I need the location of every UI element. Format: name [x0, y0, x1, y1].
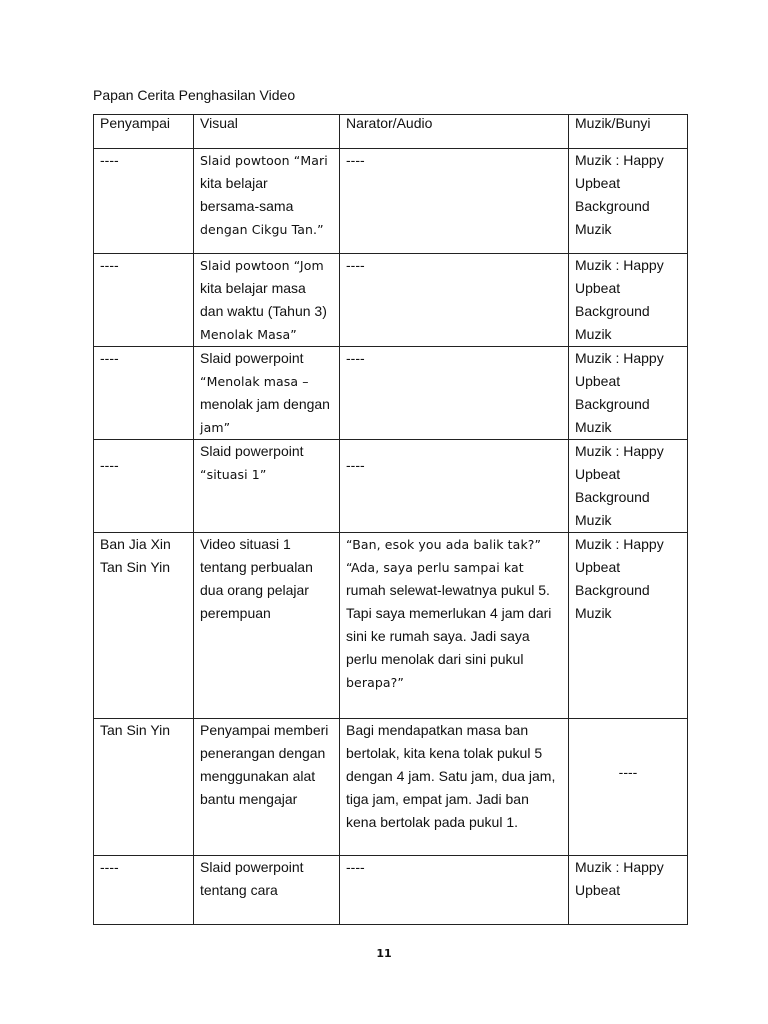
table-row [94, 149, 688, 254]
cell-line: Muzik : Happy [575, 859, 664, 875]
cell-line: berapa?” [346, 675, 404, 690]
cell-line: Background [575, 303, 650, 319]
page-title: Papan Cerita Penghasilan Video [93, 87, 296, 103]
cell-line: dan waktu (Tahun 3) [200, 303, 327, 319]
cell-line: bersama-sama [200, 198, 294, 214]
cell-penyampai [94, 856, 194, 925]
cell-line: kena bertolak pada pukul 1. [346, 814, 519, 830]
table-row [94, 719, 688, 856]
cell-line: Tan Sin Yin [100, 559, 171, 575]
cell-line: dengan Cikgu Tan.” [200, 222, 324, 237]
cell-line: Background [575, 396, 650, 412]
cell-line: Muzik [575, 419, 612, 435]
table-row [94, 347, 688, 440]
cell-line: menolak jam dengan [200, 396, 330, 412]
cell-line: Slaid powerpoint [200, 859, 304, 875]
cell-line: ---- [100, 257, 119, 273]
cell-visual [194, 440, 340, 533]
cell-line: ---- [100, 152, 119, 168]
cell-line: Penyampai memberi [200, 722, 329, 738]
cell-line: jam” [200, 420, 231, 435]
cell-line: Slaid powtoon “Mari [200, 153, 328, 168]
cell-visual [194, 533, 340, 719]
table-row [94, 533, 688, 719]
cell-muzik [569, 149, 688, 254]
cell-line: ---- [100, 350, 119, 366]
cell-narator [340, 347, 569, 440]
cell-line: penerangan dengan [200, 745, 326, 761]
cell-line: Upbeat [575, 373, 621, 389]
cell-penyampai [94, 149, 194, 254]
cell-line: Upbeat [575, 175, 621, 191]
cell-line: Muzik : Happy [575, 350, 664, 366]
cell-muzik [569, 856, 688, 925]
cell-visual [194, 347, 340, 440]
cell-line: ---- [346, 457, 365, 473]
cell-muzik [569, 347, 688, 440]
cell-line: ---- [346, 859, 365, 875]
cell-line: ---- [346, 350, 365, 366]
cell-line: Muzik : Happy [575, 443, 664, 459]
cell-visual [194, 149, 340, 254]
cell-line: ---- [100, 859, 119, 875]
cell-line: Slaid powtoon “Jom [200, 258, 324, 273]
cell-line: Ban Jia Xin [100, 536, 171, 552]
cell-line: kita belajar masa [200, 280, 306, 296]
cell-visual [194, 254, 340, 347]
cell-penyampai [94, 440, 194, 533]
cell-muzik [569, 440, 688, 533]
cell-narator [340, 254, 569, 347]
cell-line: perlu menolak dari sini pukul [346, 651, 524, 667]
cell-penyampai [94, 254, 194, 347]
cell-narator [340, 440, 569, 533]
cell-line: Muzik : Happy [575, 152, 664, 168]
cell-muzik [569, 533, 688, 719]
cell-line: Muzik [575, 221, 612, 237]
table-row [94, 856, 688, 925]
cell-line: dua orang pelajar [200, 582, 309, 598]
cell-line: Background [575, 489, 650, 505]
cell-narator [340, 719, 569, 856]
cell-line: bantu mengajar [200, 791, 298, 807]
cell-narator [340, 856, 569, 925]
header-muzik-bunyi: Muzik/Bunyi [569, 115, 688, 149]
header-narator-audio: Narator/Audio [340, 115, 569, 149]
cell-line: ---- [100, 457, 119, 473]
table-header-row [94, 115, 688, 149]
cell-line: Muzik [575, 326, 612, 342]
cell-narator [340, 149, 569, 254]
cell-penyampai [94, 719, 194, 856]
cell-line: tiga jam, empat jam. Jadi ban [346, 791, 529, 807]
cell-line: Upbeat [575, 466, 621, 482]
cell-line: Muzik : Happy [575, 257, 664, 273]
cell-narator [340, 533, 569, 719]
table-row [94, 440, 688, 533]
cell-line: Background [575, 198, 650, 214]
cell-line: kita belajar [200, 175, 268, 191]
cell-line: ---- [346, 257, 365, 273]
storyboard-table [93, 114, 688, 925]
cell-line: Upbeat [575, 882, 621, 898]
cell-line: perempuan [200, 605, 271, 621]
cell-line: tentang perbualan [200, 559, 313, 575]
cell-line: menggunakan alat [200, 768, 316, 784]
cell-line: Upbeat [575, 280, 621, 296]
cell-line: “situasi 1” [200, 467, 267, 482]
header-penyampai: Penyampai [94, 115, 194, 149]
cell-line: “Menolak masa – [200, 374, 309, 389]
cell-line: Background [575, 582, 650, 598]
table-row [94, 254, 688, 347]
cell-line: Slaid powerpoint [200, 350, 304, 366]
cell-penyampai [94, 533, 194, 719]
cell-line: Video situasi 1 [200, 536, 291, 552]
cell-penyampai [94, 347, 194, 440]
cell-visual [194, 719, 340, 856]
cell-line: rumah selewat-lewatnya pukul 5. [346, 582, 550, 598]
cell-line: Tapi saya memerlukan 4 jam dari [346, 605, 552, 621]
header-visual: Visual [194, 115, 340, 149]
cell-muzik [569, 254, 688, 347]
page-number: 11 [376, 947, 392, 960]
cell-line: Muzik [575, 605, 612, 621]
cell-line: ---- [618, 764, 638, 780]
cell-line: Upbeat [575, 559, 621, 575]
cell-line: Menolak Masa” [200, 327, 297, 342]
cell-line: sini ke rumah saya. Jadi saya [346, 628, 530, 644]
cell-line: “Ban, esok you ada balik tak?” [346, 537, 542, 552]
cell-line: tentang cara [200, 882, 278, 898]
cell-line: Tan Sin Yin [100, 722, 171, 738]
cell-line: ---- [346, 152, 365, 168]
cell-line: “Ada, saya perlu sampai kat [346, 560, 524, 575]
cell-visual [194, 856, 340, 925]
cell-muzik [569, 719, 688, 856]
cell-line: Muzik [575, 512, 612, 528]
cell-line: Bagi mendapatkan masa ban [346, 722, 529, 738]
cell-line: Slaid powerpoint [200, 443, 304, 459]
cell-line: Muzik : Happy [575, 536, 664, 552]
cell-line: dengan 4 jam. Satu jam, dua jam, [346, 768, 556, 784]
cell-line: bertolak, kita kena tolak pukul 5 [346, 745, 543, 761]
